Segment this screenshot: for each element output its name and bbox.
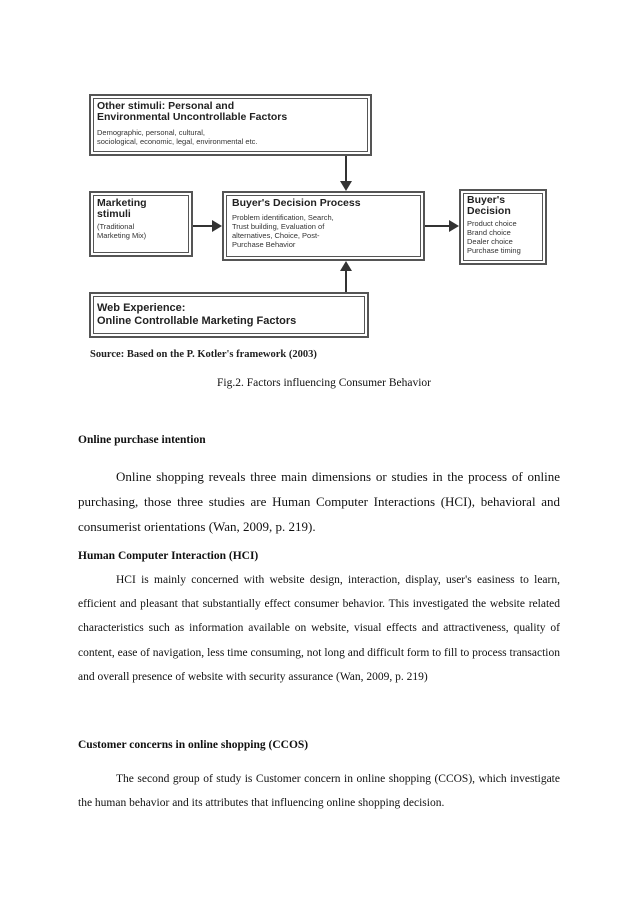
decision-process-sub-4: Purchase Behavior bbox=[232, 240, 296, 249]
arrow-up-head bbox=[340, 261, 352, 271]
marketing-stimuli-title-2: stimuli bbox=[97, 208, 131, 220]
marketing-stimuli-sub-2: Marketing Mix) bbox=[97, 231, 147, 240]
paragraph-ccos bbox=[78, 767, 560, 815]
marketing-stimuli-sub-1: (Traditional bbox=[97, 222, 135, 231]
other-stimuli-sub-2: sociological, economic, legal, environmental etc. bbox=[97, 137, 258, 146]
heading-online-purchase-intention: Online purchase intention bbox=[78, 434, 206, 446]
diagram-arrows bbox=[0, 0, 638, 375]
other-stimuli-sub-1: Demographic, personal, cultural, bbox=[97, 128, 205, 137]
paragraph-online-shopping-text: Online shopping reveals three main dimensions or studies in the process of online purchasing, those three studies are Human Computer Interactions (HCI), behavioral and consumerist orientations (Wan, 2009, p. 219). bbox=[78, 469, 560, 534]
buyers-decision-sub-4: Purchase timing bbox=[467, 246, 521, 255]
arrow-right-2-head bbox=[449, 220, 459, 232]
decision-process-sub-2: Trust building, Evaluation of bbox=[232, 222, 325, 231]
paragraph-hci-text: HCI is mainly concerned with website design, interaction, display, user's easiness to learn, efficient and pleasant that substantially effect consumer behavior. This investigated the website related characteristics such as information available on website, visual effects and attractiveness, quality of content, ease of navigation, less time consuming, not long and difficult form to fill to process transaction and overall presence of website with security assurance (Wan, 2009, p. 219) bbox=[78, 574, 560, 683]
buyers-decision-title-1: Buyer's bbox=[467, 194, 506, 206]
other-stimuli-title-1: Other stimuli: Personal and bbox=[97, 100, 235, 112]
diagram-source: Source: Based on the P. Kotler's framework (2003) bbox=[90, 349, 317, 360]
figure-caption: Fig.2. Factors influencing Consumer Behavior bbox=[217, 377, 431, 389]
consumer-behavior-diagram bbox=[0, 0, 638, 375]
heading-hci: Human Computer Interaction (HCI) bbox=[78, 550, 259, 562]
arrow-down-head bbox=[340, 181, 352, 191]
heading-ccos: Customer concerns in online shopping (CCOS) bbox=[78, 739, 309, 751]
buyers-decision-sub-3: Dealer choice bbox=[467, 237, 513, 246]
marketing-stimuli-title-1: Marketing bbox=[97, 197, 147, 209]
paragraph-online-shopping bbox=[78, 464, 560, 539]
web-experience-title-2: Online Controllable Marketing Factors bbox=[97, 315, 297, 327]
decision-process-sub-1: Problem identification, Search, bbox=[232, 213, 334, 222]
web-experience-title-1: Web Experience: bbox=[97, 302, 186, 314]
buyers-decision-sub-2: Brand choice bbox=[467, 228, 511, 237]
paragraph-hci bbox=[78, 568, 560, 689]
decision-process-title: Buyer's Decision Process bbox=[232, 197, 361, 209]
arrow-right-1-head bbox=[212, 220, 222, 232]
paragraph-ccos-text: The second group of study is Customer concern in online shopping (CCOS), which investigate the human behavior and its attributes that influencing online shopping decision. bbox=[78, 773, 560, 810]
other-stimuli-title-2: Environmental Uncontrollable Factors bbox=[97, 111, 288, 123]
buyers-decision-title-2: Decision bbox=[467, 205, 511, 217]
decision-process-sub-3: alternatives, Choice, Post- bbox=[232, 231, 320, 240]
buyers-decision-sub-1: Product choice bbox=[467, 219, 517, 228]
